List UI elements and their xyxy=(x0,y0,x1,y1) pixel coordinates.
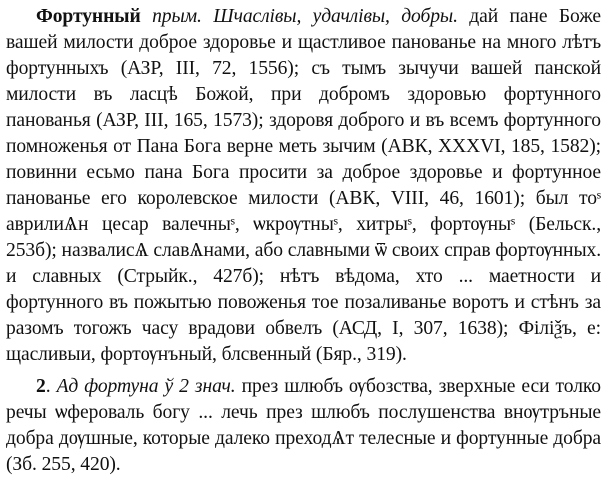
sense-1-citations: дай пане Боже вашей милости доброе здоровье и щастливое панованье на много лѣтъ фортунныхъ (АЗР, III, 72, 1556); съ тымъ зычучи вашей панской милости въ ласцѣ Божой, при добромъ здоровью фортунного панованья (АЗР, III, 165, 1573); здоровя доброго и въ всемъ фортунного помноженья от Пана Бога верне меть зычим (АВК, XXXVI, 185, 1582); повинни есьмо пана Бога просити за доброе здоровье и фортунное панованье его королевское милости (АВК, VIII, 46, 1601); был тоˢ аврилиѦн цесар валечныˢ, ѡкрѹтныˢ, хитрыˢ, фортѹныˢ (Бельск., 253б); назвалисѦ славѦнами, або славными ѿ своих справ фортѹнных. и славных (Стрыйк., 427б); нѣтъ вѣдома, хто ... маетности и фортунного въ пожытью повоженья тое позаливанье воротъ и стѣнъ за разомъ тогожъ часу врадови обвелъ (АСД, I, 307, 1638); Філіѯъ, е: щасливыи, фортѹнъный, блсвенный (Бяр., 319). xyxy=(6,6,601,365)
entry-sense-2 xyxy=(6,374,601,478)
sense-number: 2 xyxy=(36,376,46,397)
sense-separator: . xyxy=(45,376,57,397)
sense-2-citations: през шлюбъ ѹбозства, зверхные еси толко речы ѡфероваль богу ... лечь през шлюбъ послушенства внѹтръные добра дѹшные, которые далеко преходѦт телесные и фортунные добра (Зб. 255, 420). xyxy=(6,376,601,475)
gloss: прым. Шчаслівы, удачлівы, добры. xyxy=(152,6,458,27)
sense-2-gloss: Ад фортуна ў 2 знач. xyxy=(56,376,236,397)
headword: Фортунный xyxy=(36,6,141,27)
entry-sense-1 xyxy=(6,4,601,368)
